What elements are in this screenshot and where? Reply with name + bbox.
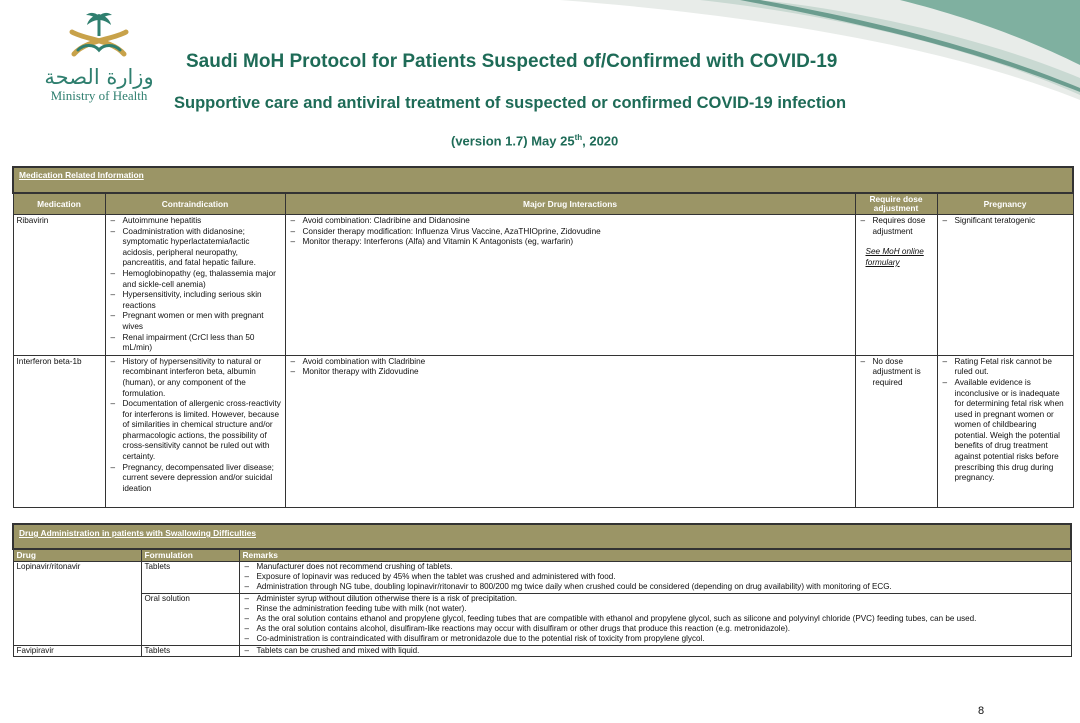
list-item: – Hemoglobinopathy (eg, thalassemia major and sickle-cell anemia) — [123, 269, 282, 290]
list-item: – Monitor therapy with Zidovudine — [303, 367, 852, 378]
logo-english-text: Ministry of Health — [50, 88, 148, 103]
col-pregnancy: Pregnancy — [937, 193, 1073, 215]
list-item: – Documentation of allergenic cross-reactivity for interferons is limited. However, because of similarities in chemical structure and/or pharmacologic actions, the possibility of cross-sensitivity cannot be ruled out with certainty. — [123, 399, 282, 463]
table-row — [13, 645, 1071, 656]
drug-name: Favipiravir — [13, 645, 141, 656]
interactions-cell — [285, 215, 855, 356]
formulation: Oral solution — [141, 593, 239, 645]
dose-list — [859, 216, 934, 237]
pregnancy-cell — [937, 215, 1073, 356]
list-item: – Consider therapy modification: Influenza Virus Vaccine, AzaTHIOprine, Zidovudine — [303, 227, 852, 238]
medication-table — [12, 166, 1074, 508]
contraindications-cell — [105, 215, 285, 356]
swallowing-table — [12, 523, 1072, 657]
list-item: – Avoid combination with Cladribine — [303, 357, 852, 368]
medication-header-row — [13, 193, 1073, 215]
moh-logo — [36, 10, 162, 103]
list-item: – Tablets can be crushed and mixed with liquid. — [257, 646, 1068, 656]
col-interactions: Major Drug Interactions — [285, 193, 855, 215]
table-row — [13, 593, 1071, 645]
drug-name: Lopinavir/ritonavir — [13, 562, 141, 646]
col-remarks: Remarks — [239, 549, 1071, 562]
medication-name: Ribavirin — [13, 215, 105, 356]
table-row — [13, 562, 1071, 594]
pregnancy-cell — [937, 355, 1073, 507]
col-medication: Medication — [13, 193, 105, 215]
list-item: – Renal impairment (CrCl less than 50 mL/min) — [123, 333, 282, 354]
col-formulation: Formulation — [141, 549, 239, 562]
list-item: – Rating Fetal risk cannot be ruled out. — [955, 357, 1070, 378]
table-row — [13, 355, 1073, 507]
remarks-list — [243, 594, 1068, 645]
list-item: – Exposure of lopinavir was reduced by 45% when the tablet was crushed and administered with food. — [257, 572, 1068, 582]
list-item: – Pregnant women or men with pregnant wives — [123, 311, 282, 332]
version-suffix: , 2020 — [582, 133, 619, 149]
table-row — [13, 215, 1073, 356]
remarks-cell — [239, 562, 1071, 594]
page-number: 8 — [978, 705, 985, 717]
logo-arabic-text: وزارة الصحة — [44, 65, 154, 89]
dose-cell — [855, 355, 937, 507]
palm-swords-emblem-icon — [54, 10, 144, 60]
interaction-list — [289, 357, 852, 378]
list-item: – Hypersensitivity, including serious skin reactions — [123, 290, 282, 311]
remarks-list — [243, 562, 1068, 593]
list-item: – Significant teratogenic — [955, 216, 1070, 227]
list-item: – Pregnancy, decompensated liver disease; current severe depression and/or suicidal ideation — [123, 463, 282, 495]
remarks-cell — [239, 645, 1071, 656]
formulation: Tablets — [141, 645, 239, 656]
list-item: – As the oral solution contains alcohol, disulfiram-like reactions may occur with disulfiram or other drugs that produce this reaction (e.g. metronidazole). — [257, 624, 1068, 634]
col-drug: Drug — [13, 549, 141, 562]
swallowing-section-title: Drug Administration in patients with Swallowing Difficulties — [13, 524, 1071, 549]
list-item: – As the oral solution contains ethanol and propylene glycol, feeding tubes that are compatible with ethanol and propylene glycol, such as silicone and polyvinyl chloride (PVC) feeding tubes, can be used. — [257, 614, 1068, 624]
remarks-list — [243, 646, 1068, 656]
contraindication-list — [109, 357, 282, 495]
pregnancy-list — [941, 357, 1070, 484]
list-item: – Monitor therapy: Interferons (Alfa) and Vitamin K Antagonists (eg, warfarin) — [303, 237, 852, 248]
remarks-cell — [239, 593, 1071, 645]
list-item: – Rinse the administration feeding tube with milk (not water). — [257, 604, 1068, 614]
list-item: – Autoimmune hepatitis — [123, 216, 282, 227]
interaction-list — [289, 216, 852, 248]
swallowing-header-row — [13, 549, 1071, 562]
page-subtitle: Supportive care and antiviral treatment of suspected or confirmed COVID-19 infection — [174, 94, 847, 112]
interactions-cell — [285, 355, 855, 507]
col-dose-adjustment: Require dose adjustment — [855, 193, 937, 215]
version-prefix: (version 1.7) May 25 — [451, 133, 575, 149]
list-item: – Manufacturer does not recommend crushing of tablets. — [257, 562, 1068, 572]
medication-name: Interferon beta-1b — [13, 355, 105, 507]
list-item: – Requires dose adjustment — [873, 216, 934, 237]
list-item: – Administration through NG tube, doubling lopinavir/ritonavir to 800/200 mg twice daily when crushed could be considered (depending on drug availability) with monitoring of ECG. — [257, 582, 1068, 592]
dose-list — [859, 357, 934, 389]
version-sup: th — [574, 133, 583, 142]
medication-section-title: Medication Related Information — [13, 167, 1073, 193]
version-line — [451, 133, 618, 148]
list-item: – Coadministration with didanosine; symptomatic hyperlactatemia/lactic acidosis, peripheral neuropathy, pancreatitis, and fatal hepatic failure. — [123, 227, 282, 269]
list-item: – Avoid combination: Cladribine and Didanosine — [303, 216, 852, 227]
pregnancy-list — [941, 216, 1070, 227]
dose-cell — [855, 215, 937, 356]
contraindications-cell — [105, 355, 285, 507]
list-item: – Co-administration is contraindicated with disulfiram or metronidazole due to the potential risk of toxicity from propylene glycol. — [257, 634, 1068, 644]
list-item: – Available evidence is inconclusive or is inadequate for determining fetal risk when used in pregnant women or women of childbearing potential. Weigh the potential benefits of drug treatment against potential risks before prescribing this drug during pregnancy. — [955, 378, 1070, 484]
formulation: Tablets — [141, 562, 239, 594]
page-title: Saudi MoH Protocol for Patients Suspected of/Confirmed with COVID-19 — [186, 51, 838, 72]
list-item: – No dose adjustment is required — [873, 357, 934, 389]
moh-formulary-link[interactable]: See MoH online formulary — [865, 247, 924, 267]
list-item: – Administer syrup without dilution otherwise there is a risk of precipitation. — [257, 594, 1068, 604]
contraindication-list — [109, 216, 282, 354]
list-item: – History of hypersensitivity to natural or recombinant interferon beta, albumin (human), or any component of the formulation. — [123, 357, 282, 399]
col-contraindication: Contraindication — [105, 193, 285, 215]
